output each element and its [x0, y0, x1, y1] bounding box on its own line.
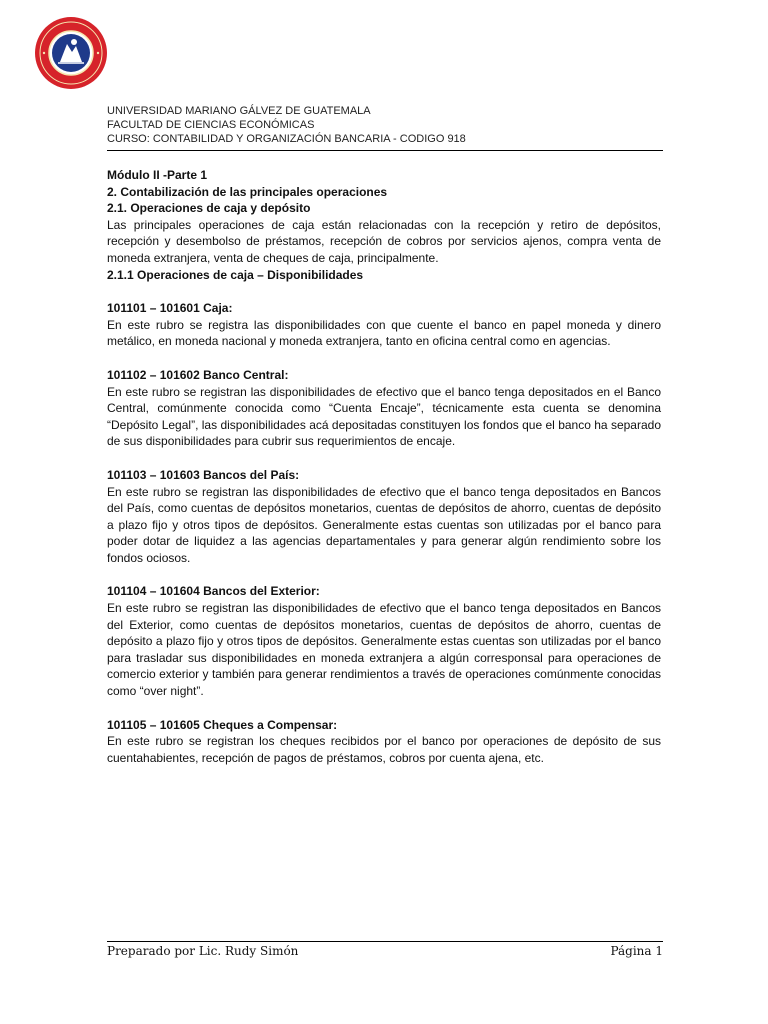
- subsection-title: 2.1. Operaciones de caja y depósito: [107, 201, 311, 216]
- entry-title: 101102 – 101602 Banco Central:: [107, 367, 289, 382]
- intro-paragraph: Las principales operaciones de caja están relacionadas con la recepción y retiro de depósitos, recepción y desembolso de préstamos, recepción de cobros por servicios ajenos, compra venta de moneda extranjera, venta de cheques de caja, principalmente.: [107, 217, 661, 265]
- entry-cheques-a-compensar: [107, 717, 661, 767]
- university-logo: [34, 16, 108, 90]
- entry-bancos-del-exterior: [107, 583, 661, 699]
- entry-bancos-del-pais: [107, 467, 661, 567]
- footer-divider: [107, 941, 663, 942]
- footer-author: Preparado por Lic. Rudy Simón: [107, 944, 299, 958]
- entry-title: 101105 – 101605 Cheques a Compensar:: [107, 717, 338, 732]
- entry-text: En este rubro se registran las disponibilidades de efectivo que el banco tenga depositados en Bancos del País, como cuentas de depósitos monetarios, cuentas de depósitos de ahorro, cuentas de depósito a plazo fijo y otros tipos de depósitos. Generalmente estas cuentas son utilizadas por el banco para poder dotar de liquidez a las agencias departamentales y para generar algún rendimiento sobre los fondos ociosos.: [107, 484, 661, 565]
- header-faculty: FACULTAD DE CIENCIAS ECONÓMICAS: [107, 119, 315, 131]
- subsubsection-title: 2.1.1 Operaciones de caja – Disponibilidades: [107, 267, 364, 282]
- entry-caja: [107, 300, 661, 350]
- entry-title: 101104 – 101604 Bancos del Exterior:: [107, 584, 320, 599]
- entry-banco-central: [107, 367, 661, 450]
- document-body: [107, 167, 661, 766]
- entry-title: 101103 – 101603 Bancos del País:: [107, 467, 300, 482]
- module-title: Módulo II -Parte 1: [107, 168, 208, 182]
- entry-text: En este rubro se registran las disponibilidades de efectivo que el banco tenga depositados en Bancos del Exterior, como cuentas de depósitos monetarios, cuentas de depósitos de ahorro, cuentas de depósito a plazo fijo y otros tipos de depósitos. Generalmente estas cuentas son utilizadas por el banco para trasladar sus disponibilidades en moneda extranjera a algún corresponsal para operaciones de comercio exterior y también para generar rendimientos a través de operaciones comúnmente conocidas como “over night”.: [107, 601, 661, 699]
- header-university: UNIVERSIDAD MARIANO GÁLVEZ DE GUATEMALA: [107, 105, 371, 117]
- section-title: 2. Contabilización de las principales operaciones: [107, 184, 388, 199]
- entry-text: En este rubro se registra las disponibilidades con que cuente el banco en papel moneda y dinero metálico, en moneda nacional y moneda extranjera, tanto en oficina central como en agencias.: [107, 317, 661, 349]
- header-course: CURSO: CONTABILIDAD Y ORGANIZACIÓN BANCARIA - CODIGO 918: [107, 133, 466, 145]
- entry-text: En este rubro se registran las disponibilidades de efectivo que el banco tenga depositados en el Banco Central, comúnmente conocida como “Cuenta Encaje”, técnicamente esta cuenta se denomina “Depósito Legal”, las disponibilidades acá depositadas constituyen los fondos que el banco ha separado de sus disponibilidades para cubrir sus requerimientos de encaje.: [107, 384, 661, 449]
- page-number: Página 1: [610, 944, 663, 958]
- entry-text: En este rubro se registran los cheques recibidos por el banco por operaciones de depósito de sus cuentahabientes, recepción de pagos de préstamos, cobros por cuenta ajena, etc.: [107, 734, 661, 765]
- document-header: [107, 104, 667, 146]
- entry-title: 101101 – 101601 Caja:: [107, 301, 233, 316]
- page-footer: [107, 944, 663, 958]
- header-divider: [107, 150, 663, 151]
